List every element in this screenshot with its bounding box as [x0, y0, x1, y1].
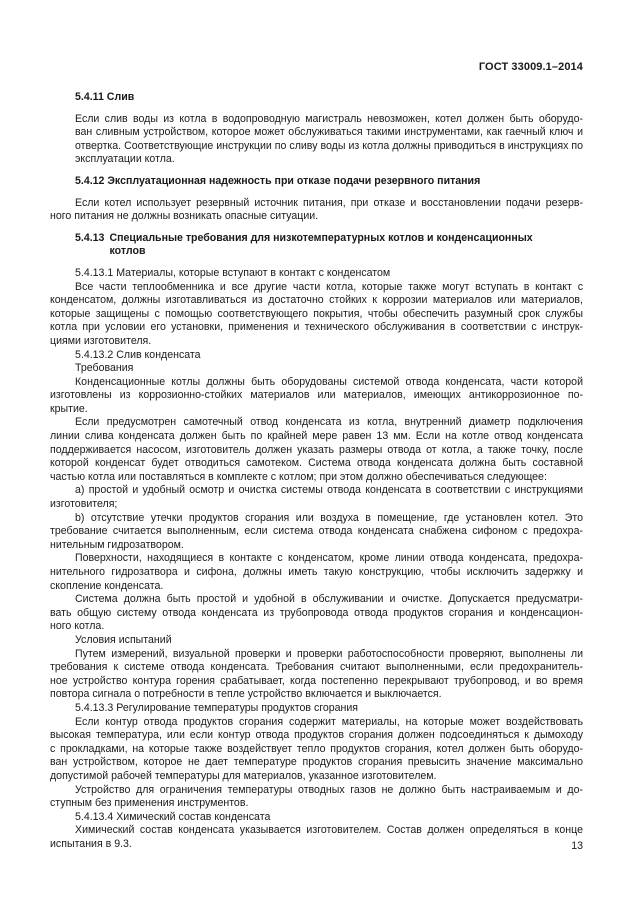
paragraph: Если котел использует резервный источник питания, при отказе и восстановлении подачи резерв- ного питания не должны возникать опасные ситуации. — [50, 196, 583, 223]
page-content — [50, 91, 583, 851]
paragraph: Если слив воды из котла в водопроводную магистраль невозможен, котел должен быть оборудо- ван сливным устройством, которое может обслуживаться такими инструментами, как гаечный ключ и отвертка. Соответствующие инструкции по сливу воды из котла должны приводиться в инструкциях по эксплуатации котла. — [75, 112, 583, 166]
paragraph: Химический состав конденсата указывается изготовителем. Состав должен определяться в конце испытания в 9.3. — [50, 824, 583, 850]
paragraph: Если контур отвода продуктов сгорания содержит материалы, на которые может воздействовать высокая температура, или если контур отвода продуктов сгорания должен подсоединяться к дымоходу с прокладками, на которые также воздействует тепло продуктов сгорания, котел должен быть оборудо- ван устройством, которое не дает температуре продуктов сгорания превысить значение максимально допустимой рабочей температуры для материалов, указанное изготовителем. — [50, 715, 583, 782]
paragraph: Конденсационные котлы должны быть оборудованы системой отвода конденсата, части которой изготовлены из коррозионно-стойких материалов или материалов, имеющих антикоррозионное по- крытие. — [50, 375, 583, 415]
section-heading-5-4-13: 5.4.13 Специальные требования для низкотемпературных котлов и конденсационных котлов — [75, 231, 533, 258]
section-heading-5-4-11: 5.4.11 Слив — [75, 91, 135, 103]
requirements-label: Требования — [75, 362, 134, 375]
paragraph: Устройство для ограничения температуры отводных газов не должно быть настраиваемым и до- ступным без применения инструментов. — [50, 783, 583, 810]
paragraph: Путем измерений, визуальной проверки и проверки работоспособности проверяют, выполнены ли требования к системе отвода конденсата. Требования считают выполненными, если предохранитель- ное устройство контура горения срабатывает, когда постепенно перекрывают трубопровод, и во время повтора сигнала о потребности в тепле устройство включается и выключается. — [50, 647, 583, 701]
list-item-a: а) простой и удобный осмотр и очистка системы отвода конденсата в соответствии с инструкциями изготовителя; — [50, 484, 583, 511]
subsection-heading-5-4-13-4: 5.4.13.4 Химический состав конденсата — [75, 810, 271, 823]
paragraph: Система должна быть простой и удобной в обслуживании и очистке. Допускается предусматри- вать общую систему отвода конденсата из трубопровода отвода продуктов сгорания и конденсацион- ного котла. — [50, 593, 583, 633]
paragraph: Все части теплообменника и все другие части котла, которые также могут вступать в контакт с конденсатом, должны изготавливаться из достаточно стойких к коррозии материалов или материалов, которые защищены с помощью соответствующего покрытия, чтобы обеспечить разумный срок службы котла при условии его установки, применения и технического обслуживания в соответствии с инструк- циями изготовителя. — [50, 280, 583, 347]
section-heading-5-4-12: 5.4.12 Эксплуатационная надежность при отказе подачи резервного питания — [75, 174, 481, 187]
page-number: 13 — [571, 840, 583, 852]
paragraph: Если предусмотрен самотечный отвод конденсата из котла, внутренний диаметр подключения линии слива конденсата должен быть по крайней мере равен 13 мм. Если на котле отвод конденсата поддерживается насосом, изготовитель должен указать размеры отвода от котла, а также точку, после которой конденсат будет отводиться самотеком. Система отвода конденсата должна быть составной частью котла или поставляться в комплекте с котлом; при этом должно обеспечиваться следующее: — [50, 416, 583, 483]
paragraph: Поверхности, находящиеся в контакте с конденсатом, кроме линии отвода конденсата, предохра- нительного гидрозатвора и сифона, должны иметь такую конструкцию, чтобы исключить задержку и скопление конденсата. — [50, 552, 583, 592]
subsection-heading-5-4-13-3: 5.4.13.3 Регулирование температуры продуктов сгорания — [75, 701, 359, 714]
subsection-heading-5-4-13-2: 5.4.13.2 Слив конденсата — [75, 348, 201, 361]
document-number: ГОСТ 33009.1–2014 — [478, 61, 583, 73]
test-conditions-label: Условия испытаний — [75, 633, 172, 646]
list-item-b: b) отсутствие утечки продуктов сгорания или воздуха в помещение, где установлен котел. Это требование считается выполненным, если система отвода конденсата снабжена сифоном с предохра- нительным гидрозатвором. — [50, 511, 583, 551]
subsection-heading-5-4-13-1: 5.4.13.1 Материалы, которые вступают в контакт с конденсатом — [75, 266, 391, 279]
